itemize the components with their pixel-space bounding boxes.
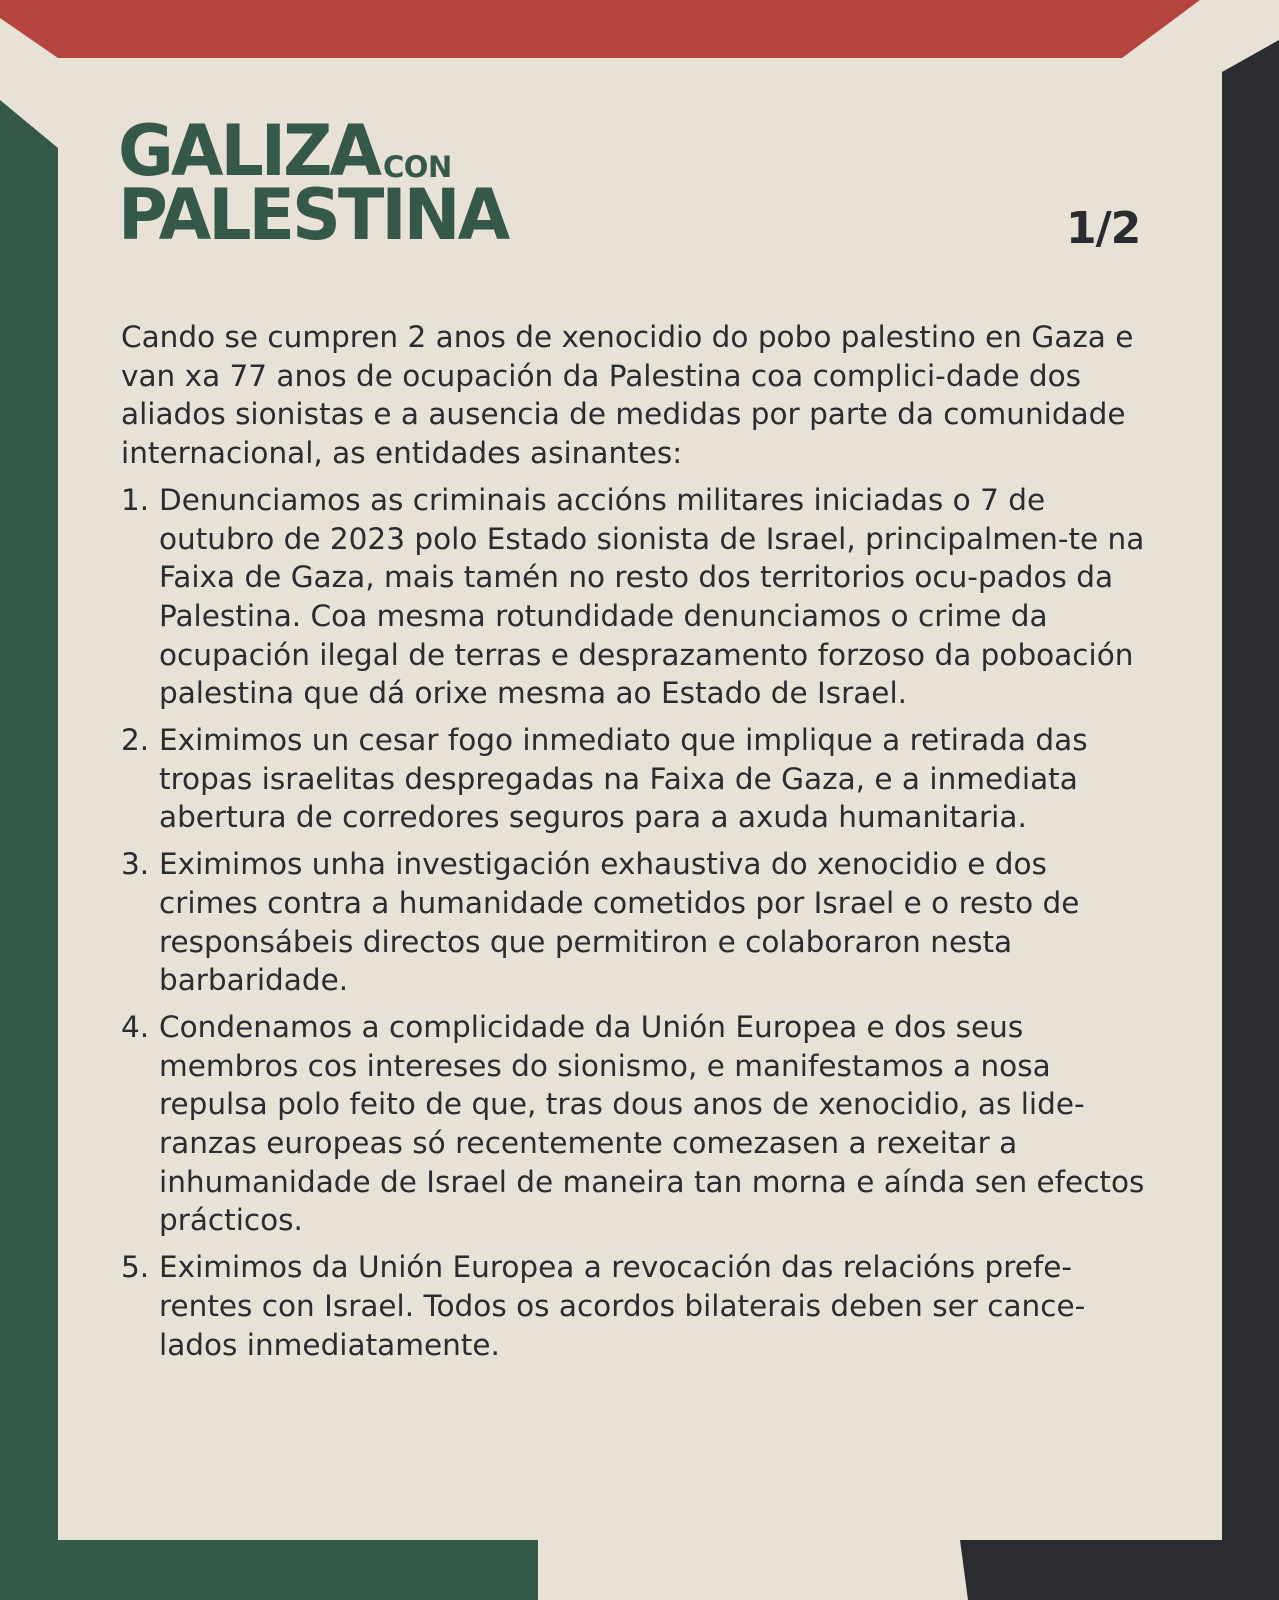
list-item-text: Denunciamos as criminais accións militares iniciadas o 7 de outubro de 2023 polo Estado sionista de Israel, principalmen-te na Faixa de Gaza, mais tamén no resto dos territorios ocu-pados da Palestina. Coa mesma rotundidade denunciamos o crime da ocupación ilegal de terras e desprazamento forzoso da poboación palestina que dá orixe mesma ao Estado de Israel. [159, 482, 1145, 711]
list-item [121, 1008, 1151, 1240]
logo-word-galiza: GALIZA [118, 110, 380, 193]
red-top-band [0, 0, 1200, 58]
list-item-number: 1. [121, 482, 150, 517]
list-item [121, 845, 1151, 1000]
logo-word-palestina: PALESTINA [118, 174, 508, 257]
list-item-number: 2. [121, 723, 150, 758]
logo-word-con: CON [383, 150, 452, 184]
list-item-number: 5. [121, 1250, 150, 1285]
intro-paragraph: Cando se cumpren 2 anos de xenocidio do pobo palestino en Gaza e van xa 77 anos de ocupación da Palestina coa complici-dade dos aliados sionistas e a ausencia de medidas por parte da comunidade internacional, as entidades asinantes: [121, 320, 1134, 471]
list-item-text: Eximimos unha investigación exhaustiva do xenocidio e dos crimes contra a humanidade cometidos por Israel e o resto de responsábeis directos que permitiron e colaboraron nesta barbaridade. [159, 847, 1080, 998]
list-item [121, 1248, 1151, 1364]
list-item-text: Condenamos a complicidade da Unión Europea e dos seus membros cos intereses do sionismo, e manifestamos a nosa repulsa polo feito de que, tras dous anos de xenocidio, as lide-ranzas europeas só recentemente comezasen a rexeitar a inhumanidade de Israel de maneira tan morna e aínda sen efectos prácticos. [159, 1009, 1145, 1238]
list-item [121, 481, 1151, 713]
list-item-text: Eximimos da Unión Europea a revocación das relacións prefe-rentes con Israel. Todos os acordos bilaterais deben ser cance-lados inmediatamente. [159, 1250, 1086, 1362]
list-item-number: 4. [121, 1009, 150, 1044]
manifesto-text [121, 318, 1151, 1372]
page-indicator: 1/2 [1066, 203, 1141, 254]
demands-list [121, 481, 1151, 1364]
list-item-number: 3. [121, 847, 150, 882]
list-item [121, 721, 1151, 837]
logo [118, 110, 508, 257]
list-item-text: Eximimos un cesar fogo inmediato que implique a retirada das tropas israelitas despregadas na Faixa de Gaza, e a inmediata abertura de corredores seguros para a axuda humanitaria. [159, 723, 1088, 835]
